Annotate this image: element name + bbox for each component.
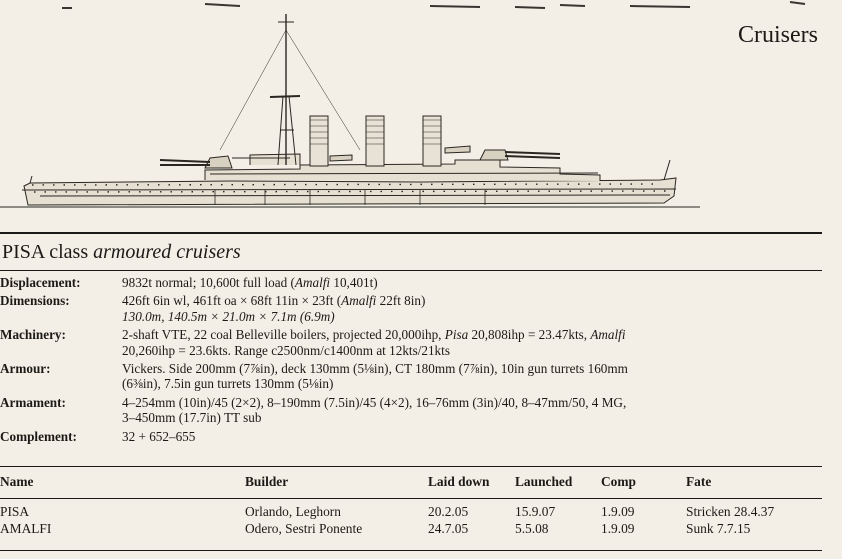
spec-value: 426ft 6in wl, 461ft oa × 68ft 11in × 23ft (Amalfi 22ft 8in) 130.0m, 140.5m × 21.0m × 7.1m (6.9m) [122, 293, 426, 324]
cell-launched: 15.9.07 [515, 504, 556, 519]
cell-name: AMALFI [0, 521, 52, 536]
cell-builder: Orlando, Leghorn [245, 504, 341, 519]
spec-label: Complement: [0, 428, 77, 444]
column-header: Comp [601, 474, 636, 489]
cell-laid-down: 20.2.05 [428, 504, 469, 519]
table-row [0, 521, 822, 537]
cell-name: PISA [0, 504, 30, 519]
column-header: Laid down [428, 474, 490, 489]
spec-value: 2-shaft VTE, 22 coal Belleville boilers, projected 20,000ihp, Pisa 20,808ihp = 23.47kts, Amalfi 20,260ihp = 23.6kts. Range c2500nm/c1400nm at 12kts/21kts [122, 327, 626, 358]
column-header: Fate [686, 474, 712, 489]
table-top-divider [0, 466, 822, 467]
spec-label: Displacement: [0, 275, 81, 290]
cell-builder: Odero, Sestri Ponente [245, 521, 363, 536]
spec-value: 32 + 652–655 [122, 428, 196, 444]
spec-machinery [0, 327, 826, 358]
cell-fate: Stricken 28.4.37 [686, 504, 775, 519]
heading-divider [0, 270, 822, 271]
spec-armour [0, 361, 826, 392]
page-header-title: Cruisers [738, 22, 818, 48]
spec-complement [0, 429, 826, 444]
spec-displacement [0, 275, 826, 290]
spec-label: Dimensions: [0, 293, 70, 309]
column-header: Name [0, 474, 34, 489]
cell-launched: 5.5.08 [515, 521, 549, 536]
ship-profile-drawing [0, 0, 842, 215]
spec-label: Machinery: [0, 327, 66, 343]
table-bottom-divider [0, 550, 822, 551]
spec-armament [0, 395, 826, 426]
cell-comp: 1.9.09 [601, 521, 635, 536]
class-heading [2, 241, 241, 264]
class-type: armoured cruisers [93, 241, 241, 263]
top-divider [0, 232, 822, 234]
class-name: PISA class [2, 241, 94, 263]
spec-label: Armament: [0, 394, 66, 410]
specifications [0, 275, 826, 447]
cell-laid-down: 24.7.05 [428, 521, 469, 536]
column-header: Builder [245, 474, 289, 489]
table-header [0, 474, 822, 494]
cell-fate: Sunk 7.7.15 [686, 521, 751, 536]
spec-dimensions [0, 293, 826, 324]
column-header: Launched [515, 474, 573, 489]
cell-comp: 1.9.09 [601, 504, 635, 519]
spec-value: 4–254mm (10in)/45 (2×2), 8–190mm (7.5in)/45 (4×2), 16–76mm (3in)/40, 8–47mm/50, 4 MG, 3–450mm (17.7in) TT sub [122, 394, 627, 426]
spec-value: Vickers. Side 200mm (7⅞in), deck 130mm (5⅛in), CT 180mm (7⅞in), 10in gun turrets 160mm (6⅜in), 7.5in gun turrets 130mm (5⅛in) [122, 361, 628, 392]
table-row [0, 504, 822, 520]
spec-label: Armour: [0, 361, 51, 377]
table-header-divider [0, 498, 822, 499]
spec-value: 9832t normal; 10,600t full load (Amalfi 10,401t) [122, 275, 378, 290]
